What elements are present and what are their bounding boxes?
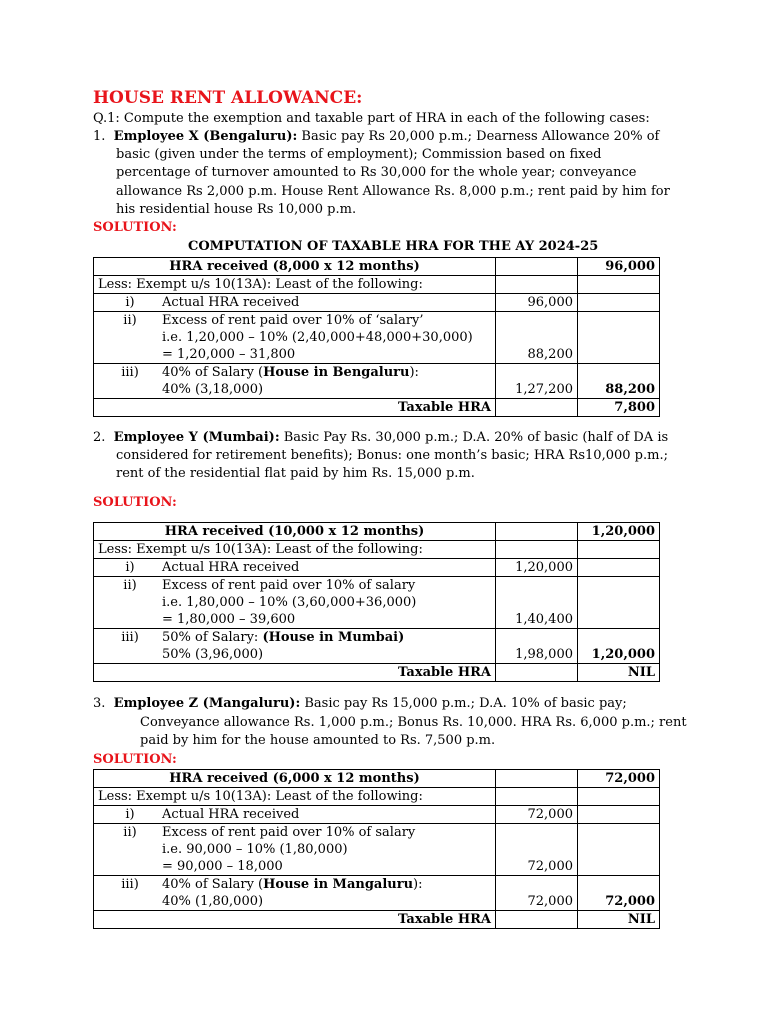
item-amount: 96,000 [496, 294, 578, 312]
table-row [94, 399, 660, 417]
taxable-hra-value: NIL [578, 911, 660, 929]
case-3-line: paid by him for the house amounted to Rs. 7,500 p.m. [140, 733, 496, 748]
question-text: Q.1: Compute the exemption and taxable part of HRA in each of the following cases: [93, 111, 650, 126]
table-row: iii) 40% of Salary (House in Mangaluru): 40% (1,80,000) 72,000 72,000 [94, 876, 660, 911]
taxable-hra-value: 7,800 [578, 399, 660, 417]
table-row [94, 276, 660, 294]
exempt-amount: 72,000 [578, 876, 660, 911]
case-2-line: rent of the residential flat paid by him Rs. 15,000 p.m. [116, 466, 475, 481]
table-row [94, 523, 660, 541]
case-2-line: considered for retirement benefits); Bonus: one month’s basic; HRA Rs10,000 p.m.; [116, 448, 668, 463]
hra-table-1 [93, 257, 660, 417]
case-1-line: allowance Rs 2,000 p.m. House Rent Allowance Rs. 8,000 p.m.; rent paid by him for [116, 184, 670, 199]
item-amount: 72,000 [496, 876, 578, 911]
hra-received-label: HRA received (10,000 x 12 months) [94, 523, 496, 541]
item-amount: 88,200 [496, 312, 578, 364]
item-amount: 1,27,200 [496, 364, 578, 399]
hra-received-label: HRA received (8,000 x 12 months) [94, 258, 496, 276]
table-row: iii) 40% of Salary (House in Bengaluru): 40% (3,18,000) 1,27,200 88,200 [94, 364, 660, 399]
taxable-hra-label: Taxable HRA [94, 399, 496, 417]
taxable-hra-label: Taxable HRA [94, 664, 496, 682]
hra-received-total: 96,000 [578, 258, 660, 276]
case-1-line: basic (given under the terms of employment); Commission based on fixed [116, 147, 602, 162]
table-row: ii) Excess of rent paid over 10% of salary i.e. 1,80,000 – 10% (3,60,000+36,000) = 1,80,000 – 39,600 1,40,400 [94, 577, 660, 629]
exempt-amount: 88,200 [578, 364, 660, 399]
solution-label: SOLUTION: [93, 495, 177, 510]
table-row [94, 258, 660, 276]
less-exempt-label: Less: Exempt u/s 10(13A): Least of the following: [94, 276, 496, 294]
table-row [94, 664, 660, 682]
item-amount: 1,20,000 [496, 559, 578, 577]
less-exempt-label: Less: Exempt u/s 10(13A): Least of the following: [94, 541, 496, 559]
exempt-amount: 1,20,000 [578, 629, 660, 664]
table-row: i) Actual HRA received 1,20,000 [94, 559, 660, 577]
item-amount: 1,40,400 [496, 577, 578, 629]
case-3-line: Conveyance allowance Rs. 1,000 p.m.; Bonus Rs. 10,000. HRA Rs. 6,000 p.m.; rent [140, 715, 687, 730]
taxable-hra-value: NIL [578, 664, 660, 682]
table-row: i) Actual HRA received 96,000 [94, 294, 660, 312]
item-amount: 72,000 [496, 806, 578, 824]
less-exempt-label: Less: Exempt u/s 10(13A): Least of the following: [94, 788, 496, 806]
computation-title: COMPUTATION OF TAXABLE HRA FOR THE AY 2024-25 [188, 239, 599, 254]
table-row [94, 541, 660, 559]
solution-label: SOLUTION: [93, 752, 177, 767]
case-1-first-line: 1. Employee X (Bengaluru): Basic pay Rs 20,000 p.m.; Dearness Allowance 20% of [93, 129, 660, 144]
table-row: iii) 50% of Salary: (House in Mumbai) 50% (3,96,000) 1,98,000 1,20,000 [94, 629, 660, 664]
case-2-first-line: 2. Employee Y (Mumbai): Basic Pay Rs. 30,000 p.m.; D.A. 20% of basic (half of DA is [93, 430, 669, 445]
case-3-name: Employee Z (Mangaluru): [113, 696, 301, 711]
case-3-first-line: 3. Employee Z (Mangaluru): Basic pay Rs 15,000 p.m.; D.A. 10% of basic pay; [93, 696, 627, 711]
case-2-name: Employee Y (Mumbai): [113, 430, 280, 445]
table-row [94, 911, 660, 929]
solution-label: SOLUTION: [93, 220, 177, 235]
table-row: i) Actual HRA received 72,000 [94, 806, 660, 824]
hra-received-total: 72,000 [578, 770, 660, 788]
hra-table-3 [93, 769, 660, 929]
table-row [94, 770, 660, 788]
taxable-hra-label: Taxable HRA [94, 911, 496, 929]
item-amount: 1,98,000 [496, 629, 578, 664]
table-row: ii) Excess of rent paid over 10% of ‘salary’ i.e. 1,20,000 – 10% (2,40,000+48,000+30,000) = 1,20,000 – 31,800 88,200 [94, 312, 660, 364]
case-1-name: Employee X (Bengaluru): [113, 129, 298, 144]
hra-received-total: 1,20,000 [578, 523, 660, 541]
hra-received-label: HRA received (6,000 x 12 months) [94, 770, 496, 788]
item-amount: 72,000 [496, 824, 578, 876]
case-1-line: his residential house Rs 10,000 p.m. [116, 202, 357, 217]
hra-table-2 [93, 522, 660, 682]
table-row [94, 788, 660, 806]
case-1-line: percentage of turnover amounted to Rs 30,000 for the whole year; conveyance [116, 165, 637, 180]
table-row: ii) Excess of rent paid over 10% of salary i.e. 90,000 – 10% (1,80,000) = 90,000 – 18,000 72,000 [94, 824, 660, 876]
page-heading: HOUSE RENT ALLOWANCE: [93, 88, 363, 108]
